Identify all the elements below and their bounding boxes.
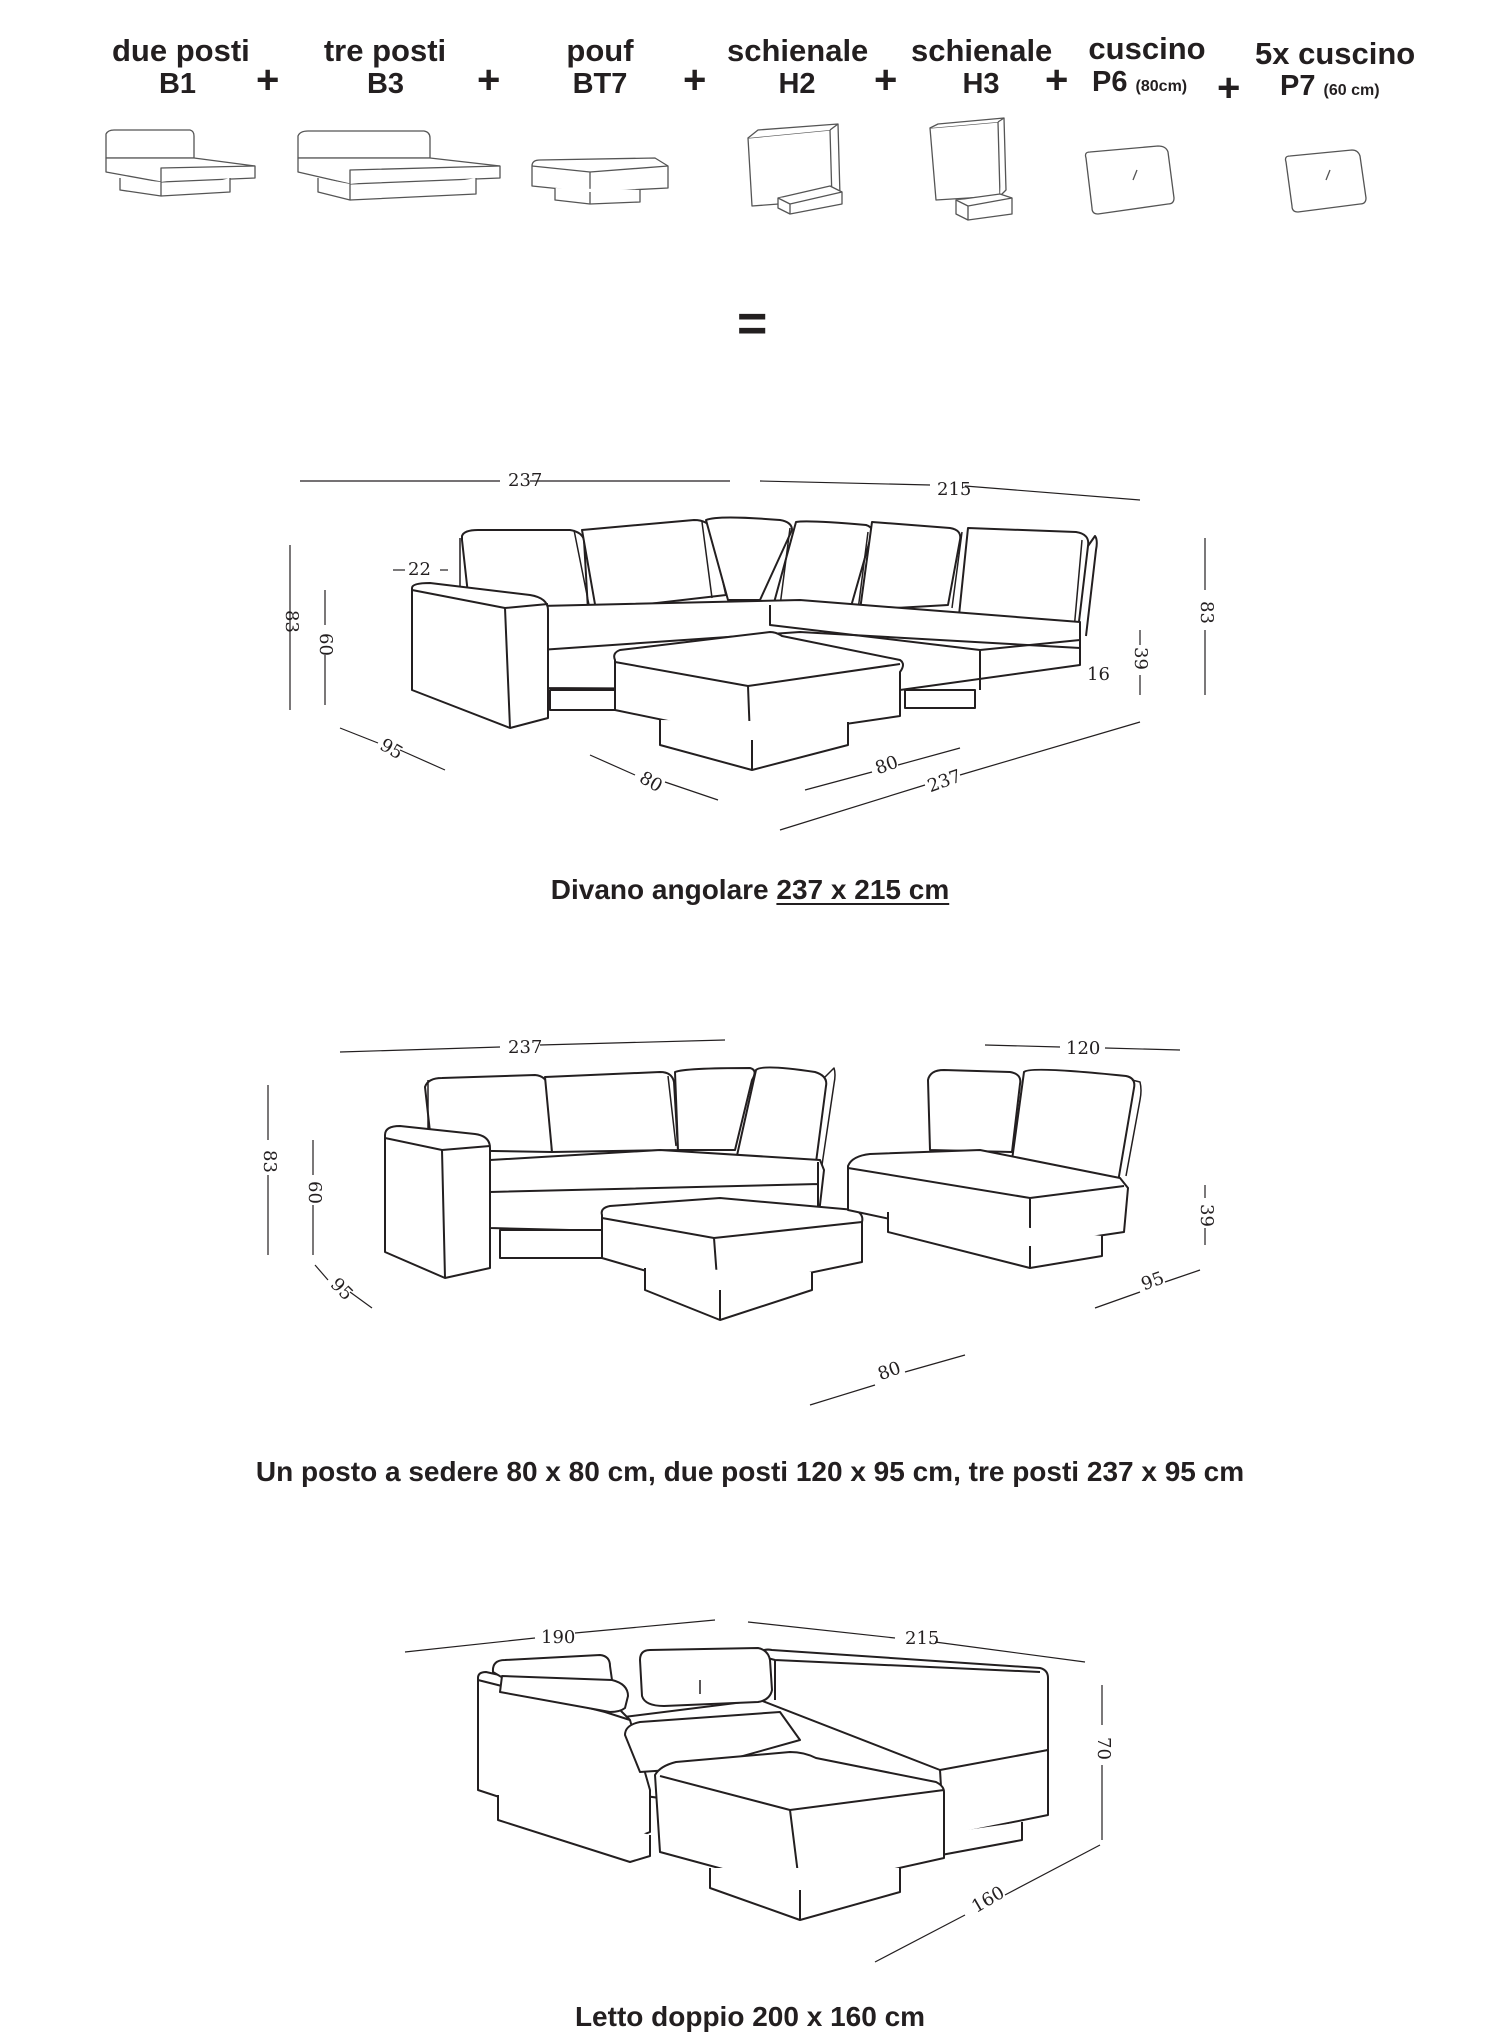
- dimension-label: 80: [872, 751, 902, 780]
- sofa-2-seat-module-icon: [106, 130, 255, 196]
- dimension-label: 80: [635, 767, 666, 797]
- component-code: B3: [366, 68, 405, 100]
- dimension-label: 22: [408, 559, 431, 580]
- dimension-label: 95: [376, 734, 407, 765]
- back-cushion: [928, 1070, 1020, 1152]
- component-name: cuscino: [1088, 31, 1206, 66]
- dimension-label: 237: [924, 765, 965, 798]
- back-cushion: [582, 520, 726, 610]
- component-name: schienale: [727, 33, 869, 68]
- separate-modules-drawing: [250, 1025, 1217, 1425]
- back-cushion: [545, 1072, 678, 1152]
- component-code: BT7: [572, 68, 628, 100]
- equals-sign: =: [737, 295, 768, 353]
- caption-text: Divano angolare: [550, 874, 777, 905]
- dimension-label: 237: [508, 1037, 543, 1058]
- dimension-label: 83: [281, 610, 302, 633]
- dimension-label: 39: [1130, 647, 1151, 670]
- plus-sign: +: [874, 58, 898, 102]
- dimension-label: 120: [1066, 1038, 1101, 1059]
- dimension-label: 215: [937, 479, 972, 500]
- plus-sign: +: [256, 58, 280, 102]
- caption-dimensions: 237 x 215 cm: [776, 874, 950, 905]
- backrest-h2-icon: [748, 124, 842, 214]
- component-size-note: (80cm): [1135, 78, 1188, 95]
- dimension-label: 83: [1196, 601, 1217, 624]
- component-code: H2: [778, 68, 816, 100]
- double-bed-drawing: [390, 1595, 1120, 2005]
- armrest: [412, 583, 548, 728]
- component-code-text: P7: [1280, 70, 1316, 102]
- loose-cushion: [640, 1648, 772, 1706]
- dimension-label: 60: [315, 633, 336, 656]
- caption-double-bed: Letto doppio 200 x 160 cm: [574, 2001, 926, 2032]
- component-code: H3: [962, 68, 1000, 100]
- component-name: pouf: [566, 33, 634, 68]
- dimension-label: 39: [1196, 1204, 1217, 1227]
- caption-corner-sofa: [0, 876, 1500, 904]
- component-code: B1: [158, 68, 197, 100]
- component-icons: [0, 120, 1500, 230]
- dimension-label: 190: [541, 1627, 576, 1648]
- dimension-label: 237: [508, 470, 543, 491]
- corner-sofa-drawing: [250, 455, 1217, 840]
- cushion-p7-icon: [1286, 150, 1367, 212]
- component-name: 5x cuscino: [1255, 36, 1416, 71]
- component-name: due posti: [112, 33, 250, 68]
- dimension-label: 80: [875, 1357, 904, 1386]
- pouf-icon: [532, 158, 668, 204]
- cushion-p6-icon: [1086, 146, 1175, 214]
- pouf: [655, 1752, 944, 1920]
- dimension-label: 160: [968, 1882, 1009, 1918]
- component-name: schienale: [911, 33, 1053, 68]
- backrest-h3-icon: [930, 118, 1012, 220]
- caption-separate-modules: Un posto a sedere 80 x 80 cm, due posti 120 x 95 cm, tre posti 237 x 95 cm: [255, 1456, 1245, 1487]
- component-size-note: (60 cm): [1323, 82, 1380, 99]
- component-name: tre posti: [323, 33, 447, 68]
- dimension-label: 83: [259, 1150, 280, 1173]
- plus-sign: +: [683, 58, 707, 102]
- plus-sign: +: [1217, 66, 1241, 110]
- pouf: [602, 1198, 863, 1320]
- dimension-label: 215: [905, 1628, 940, 1649]
- component-code: [1280, 72, 1400, 101]
- sofa-3-seat-module-icon: [298, 131, 500, 200]
- plinth: [905, 690, 975, 708]
- dimension-label: 70: [1093, 1737, 1114, 1760]
- pouf: [614, 632, 903, 770]
- dimension-label: 95: [325, 1273, 358, 1305]
- component-code: [1092, 68, 1204, 97]
- dimension-label: 60: [304, 1181, 325, 1204]
- dimension-label: 16: [1087, 664, 1110, 685]
- plus-sign: +: [477, 58, 501, 102]
- plus-sign: +: [1045, 58, 1069, 102]
- back-cushion: [860, 522, 960, 610]
- component-code-text: P6: [1092, 66, 1128, 98]
- dimension-label: 95: [1138, 1267, 1168, 1296]
